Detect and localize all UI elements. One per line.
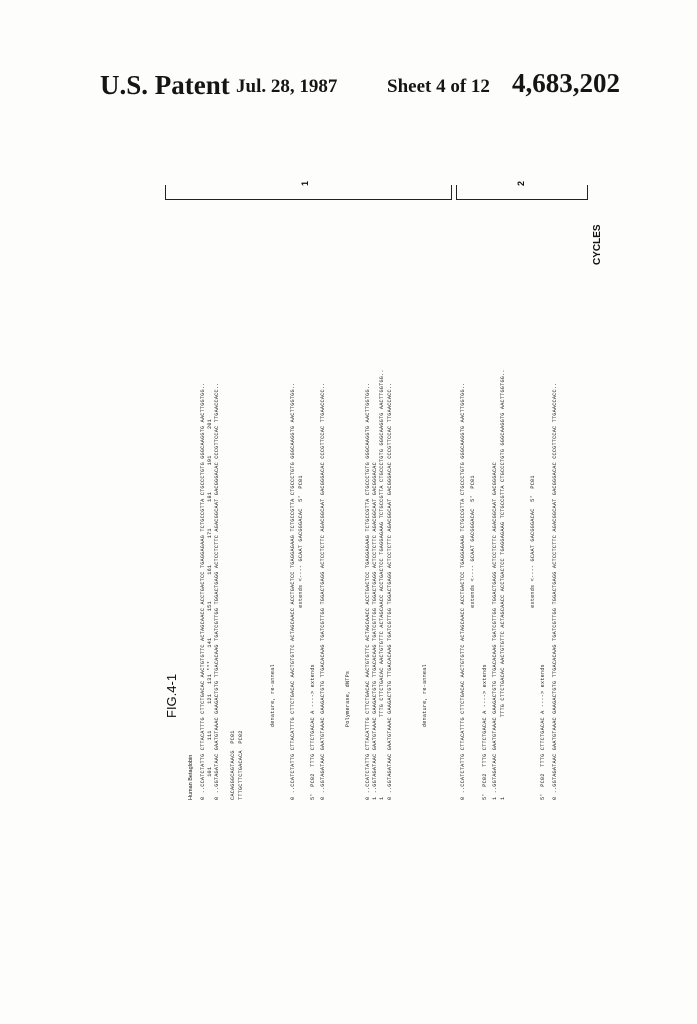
sequence-row: 1 TTTG CTTCTGACAC AACTGTGTTC ACTAGCAACC ACCTGACTCC TGAGGAGAAG TCTGCCGTTA CTGCCCTGTG GGGCAAGGTG AACTTGGTGG.. (379, 369, 385, 800)
sequence-row: denature, re-anneal (270, 664, 276, 800)
sequence-row: CACAGGGCAGTAACG PC01 (230, 730, 236, 800)
patent-date: Jul. 28, 1987 (236, 76, 338, 97)
sequence-row: 101 111 121 131 *** 141 151 161 171 181 191 201 (207, 419, 213, 800)
sequence-row: 0 ..CCATCTATTG CTTACATTTG CTTCTGACAC AACTGTGTTC ACTAGCAACC ACCTGACTCC TGAGGAGAAG TCTGCCGTTA CTGCCCTGTG GGGCAAGGTG AACTTGGTGG.. (460, 382, 466, 800)
sequence-row: 0 ..GGTAGATAAC GAATGTAAAC GAAGACTGTG TTGACACAAG TGATCGTTGG TGGACTGAGG ACTCCTCTTC AGACGGCAAT GACGGGACAC CCCGTTCCAC TTGAACCACC.. (552, 382, 558, 800)
sequence-row: 1 TTTG CTTCTGACAC AACTGTGTTC ACTAGCAACC ACCTGACTCC TGAGGAGAAG TCTGCCGTTA CTGCCCTGTG GGGCAAGGTG AACTTGGTGG.. (500, 369, 506, 800)
sequence-row: extends <---- GCAAT GACGGGACAC 5' PC01 (530, 475, 536, 800)
cycle-number-2: 2 (516, 180, 526, 186)
sequence-row: Polymerase, dNTPs (345, 670, 351, 800)
sequence-row: 5' PC02 TTTG CTTCTGACAC A ----> extends (482, 664, 488, 800)
sequence-row: 5' PC02 TTTG CTTCTGACAC A ----> extends (310, 664, 316, 800)
sequence-row: extends <---- GCAAT GACGGGACAC 5' PC01 (298, 475, 304, 800)
gene-label: Human Betaglobin (188, 754, 194, 800)
sequence-row: TTTGCTTCTGACACA PC02 (238, 730, 244, 800)
sequence-row: 0 ..GGTAGATAAC GAATGTAAAC GAAGACTGTG TTGACACAAG TGATCGTTGG TGGACTGAGG ACTCCTCTTC AGACGGCAAT GACGGGACAC CCCGTTCCAC TTGAACCACC.. (320, 382, 326, 800)
publication-label: U.S. Patent (100, 70, 230, 100)
cycle-1-bracket (165, 185, 452, 200)
patent-header (0, 60, 697, 120)
sheet-number: Sheet 4 of 12 (387, 76, 490, 97)
sequence-row: extends <---- GCAAT GACGGGACAC 5' PC01 (470, 475, 476, 800)
cycle-2-bracket (456, 185, 588, 200)
figure-title: FIG.4-1 (164, 673, 179, 718)
cycle-number-1: 1 (300, 180, 310, 186)
patent-number: 4,683,202 (512, 68, 620, 98)
sequence-row: 0 ..GGTAGATAAC GAATGTAAAC GAAGACTGTG TTGACACAAG TGATCGTTGG TGGACTGAGG ACTCCTCTTC AGACGGCAAT GACGGGACAC CCCGTTCCAC TTGAACCACC.. (214, 382, 220, 800)
sequence-row: 0 ..GGTAGATAAC GAATGTAAAC GAAGACTGTG TTGACACAAG TGATCGTTGG TGGACTGAGG ACTCCTCTTC AGACGGCAAT GACGGGACAC CCCGTTCCAC TTGAACCACC.. (387, 382, 393, 800)
sequence-row: 1 ..GGTAGATAAC GAATGTAAAC GAAGACTGTG TTGACACAAG TGATCGTTGG TGGACTGAGG ACTCCTCTTC AGACGGCAAT GACGGGACAC (372, 462, 378, 800)
sequence-row: 0 ..CCATCTATTG CTTACATTTG CTTCTGACAC AACTGTGTTC ACTAGCAACC ACCTGACTCC TGAGGAGAAG TCTGCCGTTA CTGCCCTGTG GGGCAAGGTG AACTTGGTGG.. (365, 382, 371, 800)
sequence-row: 5' PC02 TTTG CTTCTGACAC A ----> extends (540, 664, 546, 800)
sequence-row: 0 ..CCATCTATTG CTTACATTTG CTTCTGACAC AACTGTGTTC ACTAGCAACC ACCTGACTCC TGAGGAGAAG TCTGCCGTTA CTGCCCTGTG GGGCAAGGTG AACTTGGTGG.. (200, 382, 206, 800)
sequence-row: 0 ..CCATCTATTG CTTACATTTG CTTCTGACAC AACTGTGTTC ACTAGCAACC ACCTGACTCC TGAGGAGAAG TCTGCCGTTA CTGCCCTGTG GGGCAAGGTG AACTTGGTGG.. (290, 382, 296, 800)
sequence-row: denature, re-anneal (422, 664, 428, 800)
sequence-row: 1 ..GGTAGATAAC GAATGTAAAC GAAGACTGTG TTGACACAAG TGATCGTTGG TGGACTGAGG ACTCCTCTTC AGACGGCAAT GACGGGACAC (492, 462, 498, 800)
cycles-label: CYCLES (592, 224, 603, 265)
figure-panel (160, 175, 605, 800)
